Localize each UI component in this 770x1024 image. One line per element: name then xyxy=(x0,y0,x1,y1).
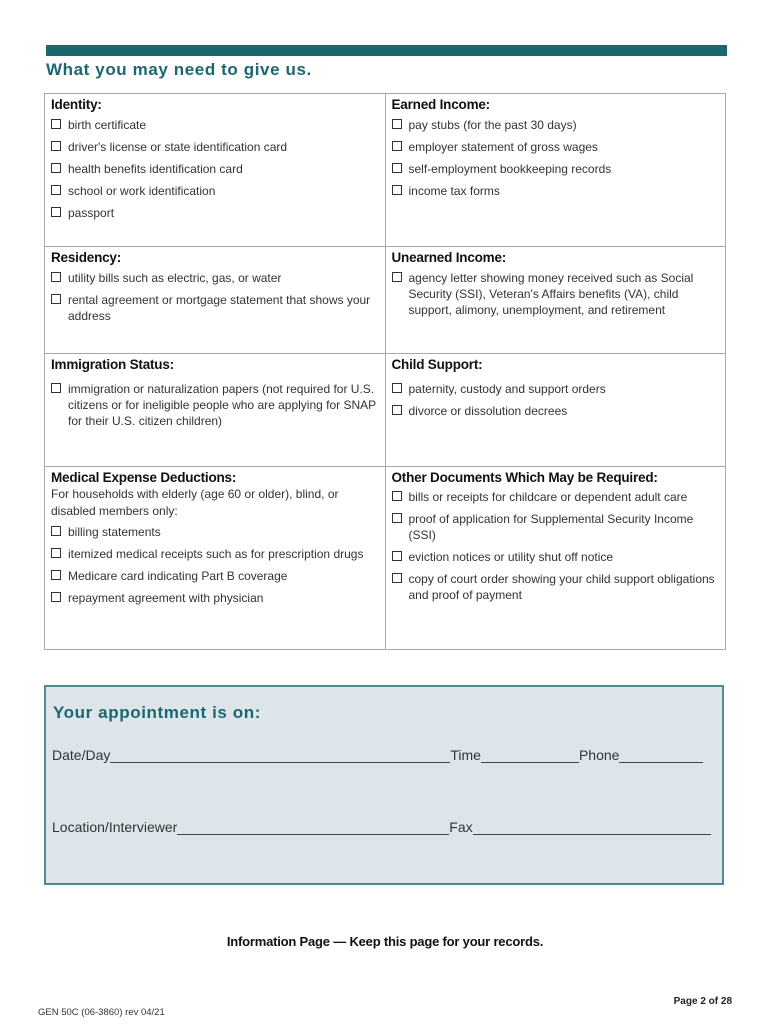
checklist-item: bills or receipts for childcare or dependent adult care xyxy=(392,489,720,505)
checkbox[interactable] xyxy=(392,185,402,195)
time-label: Time xyxy=(450,747,481,763)
section-title: Identity: xyxy=(51,97,102,112)
section-title: Other Documents Which May be Required: xyxy=(391,470,658,485)
date-label: Date/Day xyxy=(52,747,111,763)
checklist-item: pay stubs (for the past 30 days) xyxy=(392,117,720,133)
checkbox[interactable] xyxy=(51,185,61,195)
form-id: GEN 50C (06-3860) rev 04/21 xyxy=(38,1007,165,1018)
checklist-item: passport xyxy=(51,205,379,221)
checklist-item: immigration or naturalization papers (not required for U.S. citizens or for ineligible people who are applying for SNAP for their U.S. citizen children) xyxy=(51,381,379,429)
checklist-item: agency letter showing money received such as Social Security (SSI), Veteran's Affairs benefits (VA), child support, alimony, unemployment, and retirement xyxy=(392,270,720,318)
appointment-box xyxy=(44,685,724,885)
checklist-item: paternity, custody and support orders xyxy=(392,381,720,397)
checkbox[interactable] xyxy=(51,570,61,580)
other-documents-section xyxy=(385,467,726,650)
checkbox[interactable] xyxy=(51,207,61,217)
header-bar xyxy=(46,45,727,56)
checkbox[interactable] xyxy=(51,119,61,129)
section-title: Immigration Status: xyxy=(51,357,174,372)
checklist-item: billing statements xyxy=(51,524,379,540)
residency-section xyxy=(45,247,386,354)
appointment-title: Your appointment is on: xyxy=(53,703,262,722)
checkbox[interactable] xyxy=(392,405,402,415)
checkbox[interactable] xyxy=(392,141,402,151)
section-title: Child Support: xyxy=(391,357,483,372)
checklist-item: self-employment bookkeeping records xyxy=(392,161,720,177)
checklist-item: income tax forms xyxy=(392,183,720,199)
time-field[interactable] xyxy=(481,750,579,763)
earned-income-section xyxy=(385,94,726,247)
unearned-income-section xyxy=(385,247,726,354)
footer-note: Information Page — Keep this page for your records. xyxy=(226,934,544,949)
immigration-section xyxy=(45,354,386,467)
checkbox[interactable] xyxy=(392,272,402,282)
checkbox[interactable] xyxy=(51,592,61,602)
checkbox[interactable] xyxy=(392,513,402,523)
checkbox[interactable] xyxy=(51,294,61,304)
checkbox[interactable] xyxy=(392,573,402,583)
checklist-item: proof of application for Supplemental Security Income (SSI) xyxy=(392,511,720,543)
checkbox[interactable] xyxy=(392,163,402,173)
checkbox[interactable] xyxy=(392,383,402,393)
section-title: Residency: xyxy=(51,250,122,265)
section-title: Earned Income: xyxy=(391,97,490,112)
appointment-row-date xyxy=(52,747,703,763)
appointment-row-location xyxy=(52,819,711,835)
checklist-item: school or work identification xyxy=(51,183,379,199)
page-heading: What you may need to give us. xyxy=(46,60,312,79)
checklist-item: birth certificate xyxy=(51,117,379,133)
phone-label: Phone xyxy=(578,747,620,763)
checklist-item: health benefits identification card xyxy=(51,161,379,177)
section-title: Medical Expense Deductions: xyxy=(51,470,237,485)
checklist-item: copy of court order showing your child support obligations and proof of payment xyxy=(392,571,720,603)
checkbox[interactable] xyxy=(392,551,402,561)
identity-section xyxy=(45,94,386,247)
fax-label: Fax xyxy=(449,819,473,835)
checklist-item: rental agreement or mortgage statement that shows your address xyxy=(51,292,379,324)
checkbox[interactable] xyxy=(392,491,402,501)
page-number: Page 2 of 28 xyxy=(673,996,732,1007)
checklist-item: repayment agreement with physician xyxy=(51,590,379,606)
checkbox[interactable] xyxy=(51,141,61,151)
phone-field[interactable] xyxy=(619,750,703,763)
medical-expense-section xyxy=(45,467,386,650)
fax-field[interactable] xyxy=(473,822,711,835)
section-intro: For households with elderly (age 60 or older), blind, or disabled members only: xyxy=(51,487,339,518)
checklist-item: utility bills such as electric, gas, or water xyxy=(51,270,379,286)
checklist-item: itemized medical receipts such as for prescription drugs xyxy=(51,546,379,562)
location-label: Location/Interviewer xyxy=(52,819,178,835)
date-field[interactable] xyxy=(110,750,450,763)
checkbox[interactable] xyxy=(51,526,61,536)
section-title: Unearned Income: xyxy=(391,250,507,265)
checkbox[interactable] xyxy=(51,548,61,558)
checkbox[interactable] xyxy=(51,163,61,173)
checkbox[interactable] xyxy=(392,119,402,129)
location-field[interactable] xyxy=(177,822,449,835)
checkbox[interactable] xyxy=(51,383,61,393)
child-support-section xyxy=(385,354,726,467)
checklist-item: eviction notices or utility shut off notice xyxy=(392,549,720,565)
checklist-item: Medicare card indicating Part B coverage xyxy=(51,568,379,584)
checklist-item: employer statement of gross wages xyxy=(392,139,720,155)
checklist-item: driver's license or state identification card xyxy=(51,139,379,155)
checklist-item: divorce or dissolution decrees xyxy=(392,403,720,419)
documents-table xyxy=(44,93,726,650)
checkbox[interactable] xyxy=(51,272,61,282)
